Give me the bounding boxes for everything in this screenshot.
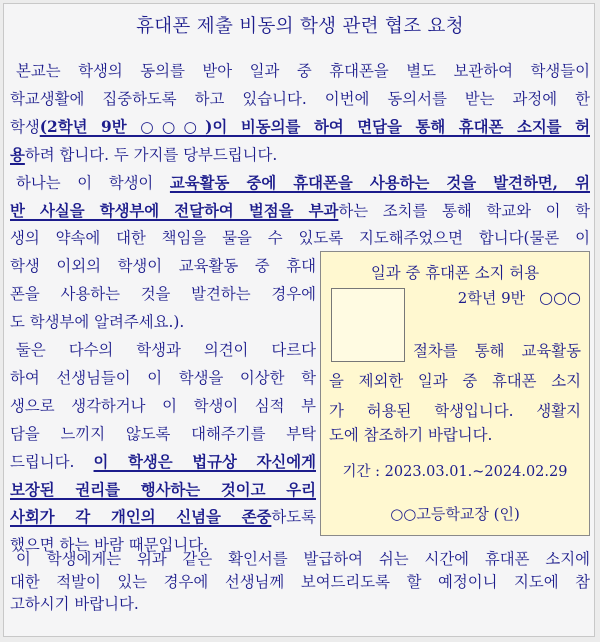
body-line: 도 학생부에 알려주세요.). <box>10 313 185 332</box>
photo-placeholder <box>331 288 405 362</box>
body-line: 학생 이외의 학생이 교육활동 중 휴대 <box>10 257 316 276</box>
student-class: 2학년 9반 <box>457 289 526 307</box>
emphasized-text: (2학년 9반 ○○○)이 비동의를 하여 면담을 통해 휴대폰 소지를 허 <box>39 117 590 136</box>
permit-line: 도에 참조하기 바랍니다. <box>329 426 493 444</box>
document-title: 휴대폰 제출 비동의 학생 관련 협조 요청 <box>136 16 464 37</box>
body-line: 대한 적발이 있는 경우에 선생님께 보여드리도록 할 예정이니 지도에 참 <box>10 573 590 592</box>
emphasized-text: 사회가 각 개인의 신념을 존중 <box>10 508 272 527</box>
permit-title: 일과 중 휴대폰 소지 허용 <box>370 264 540 282</box>
body-text: 하나는 이 학생이 <box>16 173 170 192</box>
student-name: ○○○ <box>539 288 581 307</box>
body-line <box>10 447 316 477</box>
body-line: 고하시기 바랍니다. <box>10 595 139 614</box>
body-line: 생으로 생각하거나 이 학생이 심적 부 <box>10 396 316 415</box>
body-line <box>10 475 316 505</box>
body-line: 담을 느끼지 않도록 대해주기를 부탁 <box>10 424 316 443</box>
permit-line: 을 제외한 일과 중 휴대폰 소지 <box>329 372 581 390</box>
body-text: 하는 조치를 통해 학교와 이 학 <box>338 201 590 220</box>
emphasized-text: 이 학생은 법규상 자신에게 <box>93 452 316 471</box>
body-line: 했으면 하는 바람 때문입니다. <box>10 536 208 555</box>
permit-line: 절차를 통해 교육활동 <box>413 342 581 360</box>
body-text: 학생 <box>10 117 40 136</box>
body-line: 학교생활에 집중하도록 하고 있습니다. 이번에 동의서를 받는 과정에 한 <box>10 89 590 108</box>
body-line: 생의 약속에 대한 책임을 물을 수 있도록 지도해주었으면 합니다(물론 이 <box>10 229 590 248</box>
body-line <box>10 112 590 142</box>
body-line: 폰을 사용하는 것을 발견하는 경우에 <box>10 285 316 304</box>
permit-line: 가 허용된 학생입니다. 생활지 <box>329 402 581 420</box>
permit-certificate <box>320 251 590 536</box>
body-line <box>10 502 316 532</box>
body-text: 하도록 <box>271 508 316 527</box>
body-line: 이 학생에게는 위과 같은 확인서를 발급하여 쉬는 시간에 휴대폰 소지에 <box>16 550 590 569</box>
emphasized-text: 보장된 권리를 행사하는 것이고 우리 <box>10 480 316 499</box>
body-line: 둘은 다수의 학생과 의견이 다르다 <box>16 341 316 359</box>
body-text: 하려 합니다. 두 가지를 당부드립니다. <box>24 145 278 164</box>
body-line <box>10 196 590 226</box>
emphasized-text: 용 <box>10 145 25 164</box>
permit-student <box>431 287 581 308</box>
body-line <box>10 168 590 198</box>
emphasized-text: 교육활동 중에 휴대폰을 사용하는 것을 발견하면, 위 <box>169 173 590 192</box>
permit-issuer: ○○고등학교장 (인) <box>390 505 520 523</box>
body-line: 하여 선생님들이 이 학생을 이상한 학 <box>10 368 316 387</box>
body-text: 드립니다. <box>10 452 94 471</box>
body-line: 본교는 학생의 동의를 받아 일과 중 휴대폰을 별도 보관하여 학생들이 <box>16 62 590 80</box>
body-line <box>10 140 590 170</box>
emphasized-text: 반 사실을 학생부에 전달하여 벌점을 부과 <box>10 201 339 220</box>
permit-period: 기간 : 2023.03.01.~2024.02.29 <box>342 464 568 480</box>
